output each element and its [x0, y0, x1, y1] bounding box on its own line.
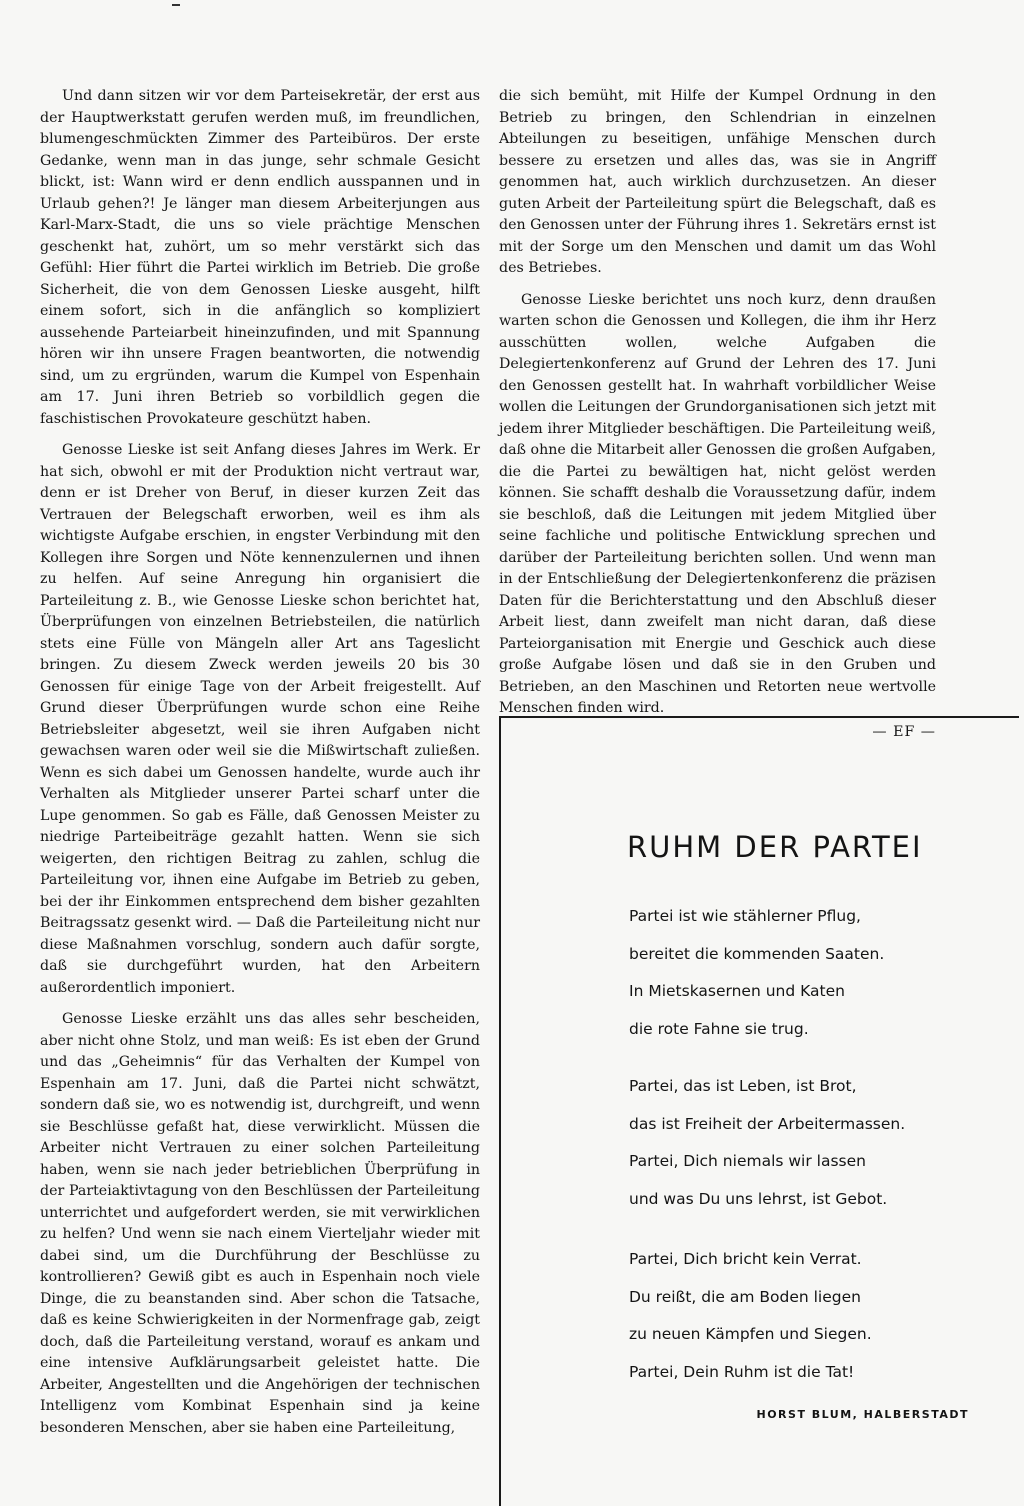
page-edge-mark	[172, 0, 180, 6]
poem-author: HORST BLUM, HALBERSTADT	[756, 1408, 969, 1421]
poem-line: Partei ist wie stählerner Pflug,	[629, 907, 861, 925]
article-signature: — EF —	[872, 723, 936, 740]
poem-box	[499, 716, 1019, 1506]
article-paragraph: die sich bemüht, mit Hilfe der Kumpel Ordnung in den Betrieb zu bringen, den Schlendrian in einzelnen Abteilungen zu beseitigen, unfähige Menschen durch bessere zu ersetzen und alles das, was sie in Angriff genommen hat, auch wirklich durchzusetzen. An dieser guten Arbeit der Parteileitung spürt die Belegschaft, daß es den Genossen unter der Führung ihres 1. Sekretärs ernst ist mit der Sorge um den Menschen und damit um das Wohl des Betriebes.	[499, 88, 936, 276]
poem-line: Du reißt, die am Boden liegen	[629, 1287, 861, 1306]
article-left-column	[40, 86, 480, 1449]
poem-line: In Mietskasernen und Katen	[629, 982, 845, 1000]
poem-stanza-3	[629, 1241, 872, 1391]
poem-line: Partei, Dich bricht kein Verrat.	[629, 1250, 862, 1268]
poem-line: bereitet die kommenden Saaten.	[629, 944, 885, 963]
article-paragraph: Genosse Lieske erzählt uns das alles sehr bescheiden, aber nicht ohne Stolz, und man weiß: Es ist eben der Grund und das „Geheimnis“ für das Verhalten der Kumpel von Espenhain am 17. Juni, daß die Partei nicht schwätzt, sondern daß sie, wo es notwendig ist, durchgreift, und wenn sie Beschlüsse gefaßt hat, diese verwirklicht. Müssen die Arbeiter nicht Vertrauen zu einer solchen Parteileitung haben, wenn sie nach jeder betrieblichen Überprüfung in der Parteiaktivtagung von den Beschlüssen der Parteileitung unterrichtet und aufgefordert werden, sie mit verwirklichen zu helfen? Und wenn sie nach einem Vierteljahr wieder mit dabei sind, um die Durchführung der Beschlüsse zu kontrollieren? Gewiß gibt es auch in Espenhain noch viele Dinge, die zu beanstanden sind. Aber schon die Tatsache, daß es keine Schwierigkeiten in der Normenfrage gab, zeigt doch, daß die Parteileitung verstand, worauf es ankam und eine intensive Aufklärungsarbeit geleistet hatte. Die Arbeiter, Angestellten und die Angehörigen der technischen Intelligenz vom Kombinat Espenhain sind ja keine besonderen Menschen, aber sie haben eine Parteileitung,	[40, 1011, 480, 1436]
poem-line: Partei, Dein Ruhm ist die Tat!	[629, 1362, 855, 1381]
poem-line: die rote Fahne sie trug.	[629, 1019, 809, 1038]
poem-stanza-2	[629, 1068, 905, 1218]
article-paragraph: Genosse Lieske berichtet uns noch kurz, denn draußen warten schon die Genossen und Kollegen, die ihm ihr Herz ausschütten wollen, welche Aufgaben die Delegiertenkonferenz auf Grund der Lehren des 17. Juni den Genossen gestellt hat. In wahrhaft vorbildlicher Weise wollen die Leitungen der Grundorganisationen sich jetzt mit jedem ihrer Mitglieder beschäftigen. Die Parteileitung weiß, daß ohne die Mitarbeit aller Genossen die großen Aufgaben, die die Partei zu bewältigen hat, nicht gelöst werden können. Sie schafft deshalb die Voraussetzung dafür, indem sie beschloß, daß die Leitungen mit jedem Mitglied über seine fachliche und politische Entwicklung sprechen und darüber der Parteileitung berichten sollen. Und wenn man in der Entschließung der Delegiertenkonferenz die präzisen Daten für die Berichterstattung und den Abschluß dieser Arbeit liest, dann zweifelt man nicht daran, daß diese Parteiorganisation mit Energie und Geschick auch diese große Aufgabe lösen und daß sie in den Gruben und Betrieben, an den Maschinen und Retorten neue wertvolle Menschen finden wird.	[499, 291, 936, 716]
poem-stanza-1	[629, 898, 884, 1048]
poem-line: das ist Freiheit der Arbeitermassen.	[629, 1114, 906, 1133]
poem-title: RUHM DER PARTEI	[627, 830, 923, 864]
poem-line: und was Du uns lehrst, ist Gebot.	[629, 1189, 888, 1208]
poem-line: Partei, Dich niemals wir lassen	[629, 1152, 866, 1170]
article-paragraph: Genosse Lieske ist seit Anfang dieses Jahres im Werk. Er hat sich, obwohl er mit der Produktion nicht vertraut war, denn er ist Dreher von Beruf, in dieser kurzen Zeit das Vertrauen der Belegschaft erworben, weil es ihm als wichtigste Aufgabe erschien, in engster Verbindung mit den Kollegen ihre Sorgen und Nöte kennenzulernen und ihnen zu helfen. Auf seine Anregung hin organisiert die Parteileitung z. B., wie Genosse Lieske schon berichtet hat, Überprüfungen von einzelnen Betriebsteilen, die natürlich stets eine Fülle von Mängeln aller Art ans Tageslicht bringen. Zu diesem Zweck werden jeweils 20 bis 30 Genossen für einige Tage von der Arbeit freigestellt. Auf Grund dieser Überprüfungen wurde schon eine Reihe Betriebsleiter abgesetzt, weil sie ihren Aufgaben nicht gewachsen waren oder weil sie die Mißwirtschaft zuließen. Wenn es sich dabei um Genossen handelte, wurde auch ihr Verhalten als Mitglieder unserer Partei scharf unter die Lupe genommen. So gab es Fälle, daß Genossen Meister zu niedrige Parteibeiträge gezahlt hatten. Wenn sie sich weigerten, den richtigen Beitrag zu zahlen, schlug die Parteileitung vor, ihnen eine Aufgabe im Betrieb zu geben, bei der ihr Einkommen entsprechend dem bisher gezahlten Beitragssatz gesenkt wird. — Daß die Parteileitung nicht nur diese Maßnahmen vorschlug, sondern auch dafür sorgte, daß sie durchgeführt wurden, hat den Arbeitern außerordentlich imponiert.	[40, 442, 480, 996]
article-paragraph: Und dann sitzen wir vor dem Parteisekretär, der erst aus der Hauptwerkstatt gerufen werden muß, im freundlichen, blumengeschmückten Zimmer des Parteibüros. Der erste Gedanke, wenn man in das junge, sehr schmale Gesicht blickt, ist: Wann wird er denn endlich ausspannen und in Urlaub gehen?! Je länger man diesem Arbeiterjungen aus Karl-Marx-Stadt, die uns so viele prächtige Menschen geschenkt hat, zuhört, um so mehr verstärkt sich das Gefühl: Hier führt die Partei wirklich im Betrieb. Die große Sicherheit, die von dem Genossen Lieske ausgeht, hilft einem sofort, sich in die anfänglich so kompliziert aussehende Parteiarbeit hineinzufinden, und mit Spannung hören wir ihn unsere Fragen beantworten, die notwendig sind, um zu ergründen, warum die Kumpel von Espenhain am 17. Juni ihren Betrieb so vorbildlich gegen die faschistischen Provokateure geschützt haben.	[40, 88, 480, 427]
poem-line: zu neuen Kämpfen und Siegen.	[629, 1325, 872, 1343]
article-right-column	[499, 86, 936, 743]
poem-line: Partei, das ist Leben, ist Brot,	[629, 1077, 857, 1095]
